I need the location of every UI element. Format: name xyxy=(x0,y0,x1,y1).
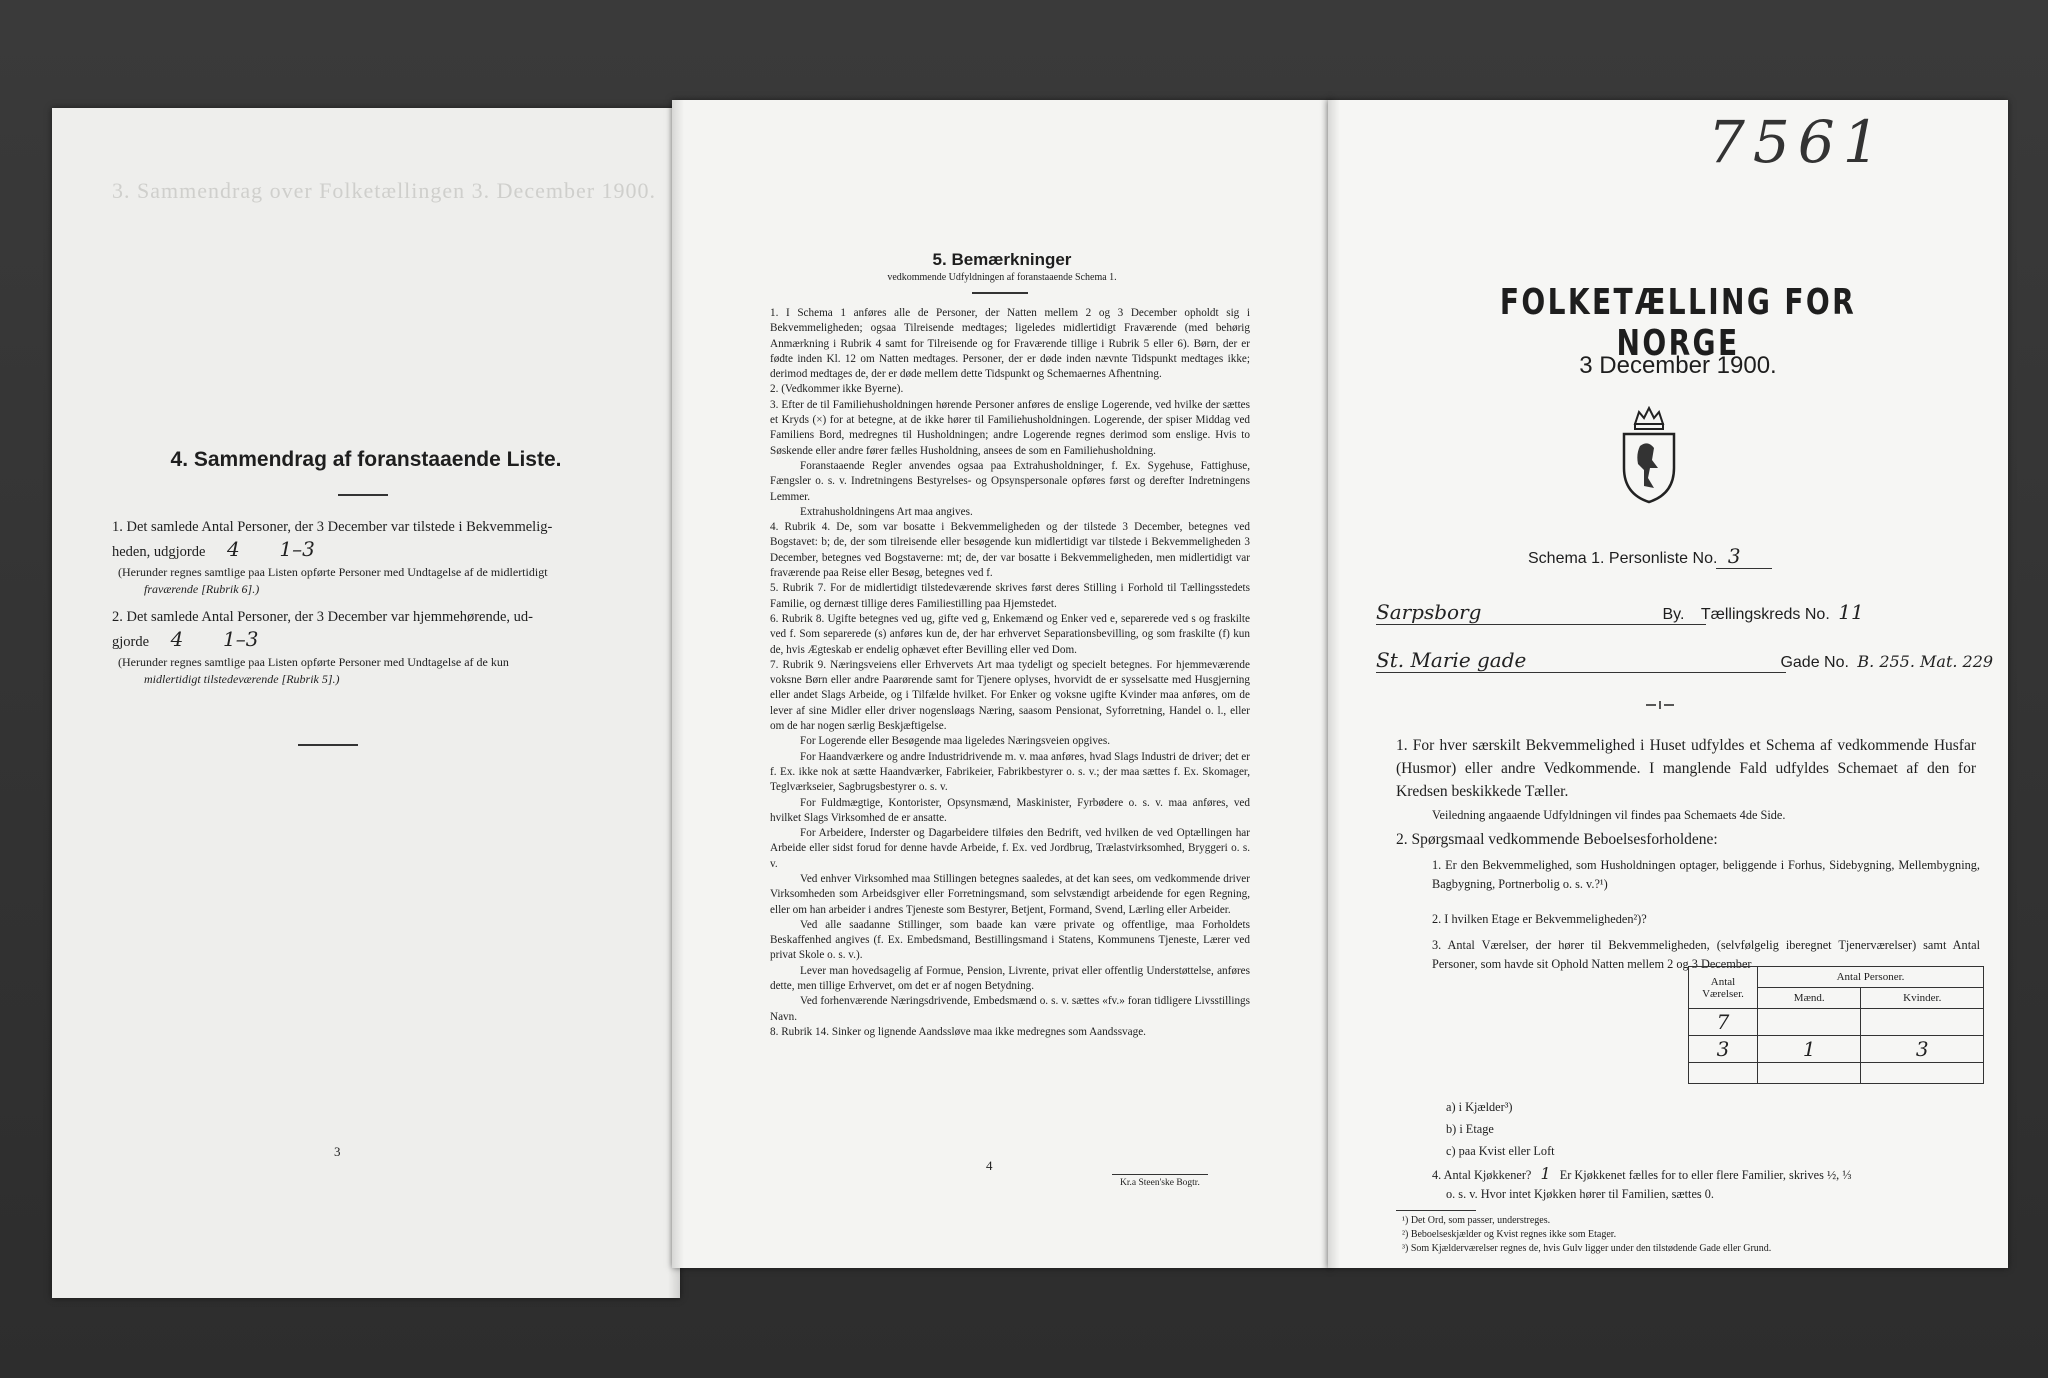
cell-rooms: 7 xyxy=(1689,1009,1758,1036)
schema-underline xyxy=(1716,568,1772,569)
cell-rooms: 3 xyxy=(1689,1036,1758,1063)
street-field xyxy=(1376,648,1996,672)
left-page xyxy=(52,108,680,1298)
schema-field xyxy=(1528,544,1741,568)
remark-item: Ved forhenværende Næringsdrivende, Embedsmænd o. s. v. sættes «fv.» foran tidligere Livsstillings Navn. xyxy=(770,995,1250,1023)
cell-men: 1 xyxy=(1758,1036,1861,1063)
remark-item: For Haandværkere og andre Industridrivende m. v. maa anføres, hvad Slags Industri de driver; det er f. Ex. ikke nok at sætte Haandværker, Fabrikeier, Fabrikbestyrer o. s. v.; der maa sættes f. Ex. Skomager, Teglværkseier, Sagbrugsbestyrer o. s. v. xyxy=(770,750,1250,794)
rooms-table xyxy=(1688,966,1984,1084)
header-men: Mænd. xyxy=(1758,988,1861,1009)
question-4-note-b: o. s. v. Hvor intet Kjøkken hører til Familien, sættes 0. xyxy=(1446,1187,1714,1201)
cell-men xyxy=(1758,1009,1861,1036)
row-label-kjaelder: a) i Kjælder³) xyxy=(1446,1100,1513,1114)
ornament-icon xyxy=(1646,700,1674,710)
schema-value: 3 xyxy=(1727,544,1741,568)
street-underline xyxy=(1376,672,1786,673)
cell-women: 3 xyxy=(1861,1036,1984,1063)
right-page xyxy=(1328,100,2008,1268)
footnote-rule xyxy=(1396,1210,1476,1211)
item-2-value2: 1–3 xyxy=(223,627,259,651)
cell-rooms xyxy=(1689,1063,1758,1084)
remarks-list xyxy=(770,306,1250,1040)
summary-title: 4. Sammendrag af foranstaaende Liste. xyxy=(170,448,562,471)
item-2-value: 4 xyxy=(170,627,184,651)
table-row xyxy=(1689,1036,1984,1063)
item-2-line: gjorde 4 1–3 xyxy=(112,627,259,651)
instruction-note: Veiledning angaaende Udfyldningen vil findes paa Schemaets 4de Side. xyxy=(1432,808,1786,822)
town-value: Sarpsborg xyxy=(1376,600,1482,624)
street-value: St. Marie gade xyxy=(1376,648,1527,672)
question-4-label: 4. Antal Kjøkkener? xyxy=(1432,1168,1532,1182)
table-row xyxy=(1689,1063,1984,1084)
town-district-field xyxy=(1376,600,1996,624)
middle-page xyxy=(672,100,1332,1268)
row-label-etage: b) i Etage xyxy=(1446,1122,1494,1136)
kitchens-value: 1 xyxy=(1540,1164,1551,1183)
remark-item: Extrahusholdningens Art maa angives. xyxy=(800,505,973,518)
remark-item: Ved alle saadanne Stillinger, som baade kan være private og offentlige, maa Forholdets Beskaffenhed angives (f. Ex. Embedsmand, Bestillingsmand i Statens, Kommunens Tjeneste, Lærer ved privat Skole o. s. v.). xyxy=(770,918,1250,962)
item-1-line: heden, udgjorde 4 1–3 xyxy=(112,537,315,561)
town-underline xyxy=(1376,624,1706,625)
cell-women xyxy=(1861,1009,1984,1036)
table-header-row xyxy=(1689,967,1984,988)
instruction-1: 1. For hver særskilt Bekvemmelighed i Huset udfyldes et Schema af vedkommende Husfar (Husmor) eller andre Vedkommende. I manglende Fald udfyldes Schemaet af den for Kredsen beskikkede Tæller. xyxy=(1396,737,1976,800)
remark-item: Foranstaaende Regler anvendes ogsaa paa Extrahusholdninger, f. Ex. Sygehuse, Fattighuse, Fængsler o. s. v. Indretningens Bestyrelses- og Opsynspersonale opføres først og derefter Indretningens Lemmer. xyxy=(770,459,1250,503)
summary-note-2: (Herunder regnes samtlige paa Listen opførte Personer med Undtagelse af de kun midlertidigt tilstedeværende [Rubrik 5].) xyxy=(118,655,509,686)
archive-number: 7561 xyxy=(1708,108,1888,176)
remarks-subtitle: vedkommende Udfyldningen af foranstaaende Schema 1. xyxy=(887,272,1117,283)
schema-label: Schema 1. Personliste No. xyxy=(1528,550,1718,567)
instruction-2: 2. Spørgsmaal vedkommende Beboelsesforholdene: xyxy=(1396,831,1718,848)
remark-item: 5. Rubrik 7. For de midlertidigt tilstedeværende skrives først deres Stilling i Forhold til Tællingsstedets Familie, og dernæst tillige deres Familiestilling paa Hjemstedet. xyxy=(770,582,1250,610)
coat-of-arms-icon xyxy=(1618,406,1680,504)
town-label: By. xyxy=(1662,606,1685,623)
remark-item: 6. Rubrik 8. Ugifte betegnes ved ug, gifte ved g, Enkemænd og Enker ved e, separerede ved s og fraskilte ved f. Som separerede (s) anføres kun de, der har erhvervet Separationsbevilling, og som fraskilte (f) kun de, hvis Ægteskab er endelig ophævet efter Bevilling eller ved Dom. xyxy=(770,612,1250,656)
item-2-text-a: 2. Det samlede Antal Personer, der 3 December var hjemmehørende, ud- xyxy=(112,609,533,625)
item-1-text-a: 1. Det samlede Antal Personer, der 3 December var tilstede i Bekvemmelig- xyxy=(112,519,553,535)
district-value: 11 xyxy=(1838,600,1864,624)
census-date: 3 December 1900. xyxy=(1579,352,1777,379)
remark-item: 7. Rubrik 9. Næringsveiens eller Erhvervets Art maa tydeligt og specielt betegnes. For hjemmeværende voksne Børn eller andre Paarørende samt for Tjenere oplyses, hvorvidt de er sysselsatte med Husgjerning eller andet Slags Arbeide, og i Tilfælde hvilket. For Enker og voksne ugifte Kvinder maa anføres, om de lever af sine Midler eller driver nogensløags Næring, saasom Pensionat, Syforretning, Handel o. l., eller om de har nogen særlig Beskjæftigelse. xyxy=(770,658,1250,733)
summary-note-1: (Herunder regnes samtlige paa Listen opførte Personer med Undtagelse af de midlertidigt fraværende [Rubrik 6].) xyxy=(118,565,548,596)
remark-item: 3. Efter de til Familiehusholdningen hørende Personer anføres de enslige Logerende, ved hvilke der sættes et Kryds (×) for at betegne, at de ikke hører til Familiehusholdningen. Logerende, der spiser Middag ved Familiens Bord, medregnes til Husholdningen; andre Logerende regnes derimod som enslige. Hvis to Søskende eller andre fører fælles Husholdning, ansees de som en Familiehusholdning. xyxy=(770,398,1250,457)
printer-imprint: Kr.a Steen'ske Bogtr. xyxy=(1120,1178,1200,1188)
bleed-through-text: 3. Sammendrag over Folketællingen 3. December 1900. xyxy=(112,178,657,203)
cell-men xyxy=(1758,1063,1861,1084)
question-2: 2. I hvilken Etage er Bekvemmeligheden²)? xyxy=(1432,912,1647,926)
remark-item: 8. Rubrik 14. Sinker og lignende Aandssløve maa ikke medregnes som Aandssvage. xyxy=(770,1025,1146,1038)
header-women: Kvinder. xyxy=(1861,988,1984,1009)
footnotes xyxy=(1402,1214,1982,1256)
street-label: Gade No. xyxy=(1780,654,1849,671)
street-number-value: B. 255. Mat. 229 xyxy=(1857,652,1994,671)
remark-item: Lever man hovedsagelig af Formue, Pension, Livrente, privat eller offentlig Understøttelse, anføres dette, men tillige Erhvervet, om det er af nogen Betydning. xyxy=(770,964,1250,993)
item-1-value: 4 xyxy=(227,537,240,561)
section-end-rule xyxy=(298,744,358,746)
census-title: FOLKETÆLLING FOR NORGE xyxy=(1499,282,1857,364)
page-fold-shadow xyxy=(1328,100,1340,1268)
row-label-kvist: c) paa Kvist eller Loft xyxy=(1446,1144,1555,1158)
header-persons: Antal Personer. xyxy=(1758,967,1984,988)
footnote-1: ¹) Det Ord, som passer, understreges. xyxy=(1402,1215,1551,1226)
remark-item: For Logerende eller Besøgende maa ligeledes Næringsveien opgives. xyxy=(800,735,1111,748)
question-3: 3. Antal Værelser, der hører til Bekvemmeligheden, (selvfølgelig iberegnet Tjenerværelser) samt Antal Personer, som havde sit Ophold Natten mellem 2 og 3 December xyxy=(1432,938,1980,971)
summary-item-2 xyxy=(112,606,652,653)
title-rule xyxy=(338,494,388,496)
remark-item: 2. (Vedkommer ikke Byerne). xyxy=(770,383,904,396)
item-1-value2: 1–3 xyxy=(279,537,315,561)
remark-item: 1. I Schema 1 anføres alle de Personer, der Natten mellem 2 og 3 December opholdt sig i Bekvemmeligheden; ogsaa Tilreisende medtages; ligeledes midlertidigt Fraværende (med behørig Anmærkning i Rubrik 4 samt for Tilreisende og for Fraværende tillige i Rubrik 5 eller 6). Børn, der er fødte inden Kl. 12 om Natten medtages. Personer, der er døde inden nævnte Tidspunkt medtages ikke; derimod medtages de, der er døde mellem dette Tidspunkt og Schemaernes Afhentning. xyxy=(770,307,1250,381)
district-label: Tællingskreds No. xyxy=(1700,606,1830,623)
table-row xyxy=(1689,1009,1984,1036)
question-4 xyxy=(1432,1164,1980,1204)
question-4-note: Er Kjøkkenet fælles for to eller flere Familier, skrives ½, ⅓ xyxy=(1559,1168,1852,1182)
remarks-title: 5. Bemærkninger xyxy=(932,250,1072,269)
footnote-3: ³) Som Kjælderværelser regnes de, hvis Gulv ligger under den tilstødende Gade eller Grund. xyxy=(1402,1243,1772,1254)
remark-item: Ved enhver Virksomhed maa Stillingen betegnes saaledes, at det kan sees, om vedkommende driver Virksomheden som Arbeidsgiver eller Forretningsmand, som selvstændigt arbeidende for egen Regning, eller om han arbeider i andres Tjeneste som Bestyrer, Betjent, Formand, Svend, Lærling eller Arbeider. xyxy=(770,872,1250,916)
title-rule xyxy=(972,292,1028,294)
header-rooms: Antal Værelser. xyxy=(1689,967,1758,1009)
remark-item: For Fuldmægtige, Kontorister, Opsynsmænd, Maskinister, Fyrbødere o. s. v. maa anføres, ved hvilket Slags Virksomhed de er ansatte. xyxy=(770,796,1250,824)
summary-item-1 xyxy=(112,516,652,563)
printer-rule xyxy=(1112,1174,1208,1175)
remark-item: For Arbeidere, Inderster og Dagarbeidere tilføies den Bedrift, ved hvilken de ved Optællingen har Arbeide eller sidst forud for denne havde Arbeide, f. Ex. ved Jordbrug, Trælastvirksomhed, Bryggeri o. s. v. xyxy=(770,827,1250,870)
footnote-2: ²) Beboelseskjælder og Kvist regnes ikke som Etager. xyxy=(1402,1229,1617,1240)
question-1: 1. Er den Bekvemmelighed, som Husholdningen optager, beliggende i Forhus, Sidebygning, Mellembygning, Bagbygning, Portnerbolig o. s. v.?¹) xyxy=(1432,858,1980,891)
cell-women xyxy=(1861,1063,1984,1084)
page-number: 4 xyxy=(986,1158,993,1173)
remark-item: 4. Rubrik 4. De, som var bosatte i Bekvemmeligheden og der tilstede 3 December, betegnes ved Bogstavet: b; de, der som tilreisende eller besøgende kun midlertidigt var tilstede i Bekvemmeligheden 3 December, betegnes ved Bogstaverne: mt; de, der var bosatte i Bekvemmeligheden, men midlertidigt var fraværende paa Reise eller Besøg, betegnes ved f. xyxy=(770,521,1250,580)
page-number: 3 xyxy=(334,1144,341,1159)
